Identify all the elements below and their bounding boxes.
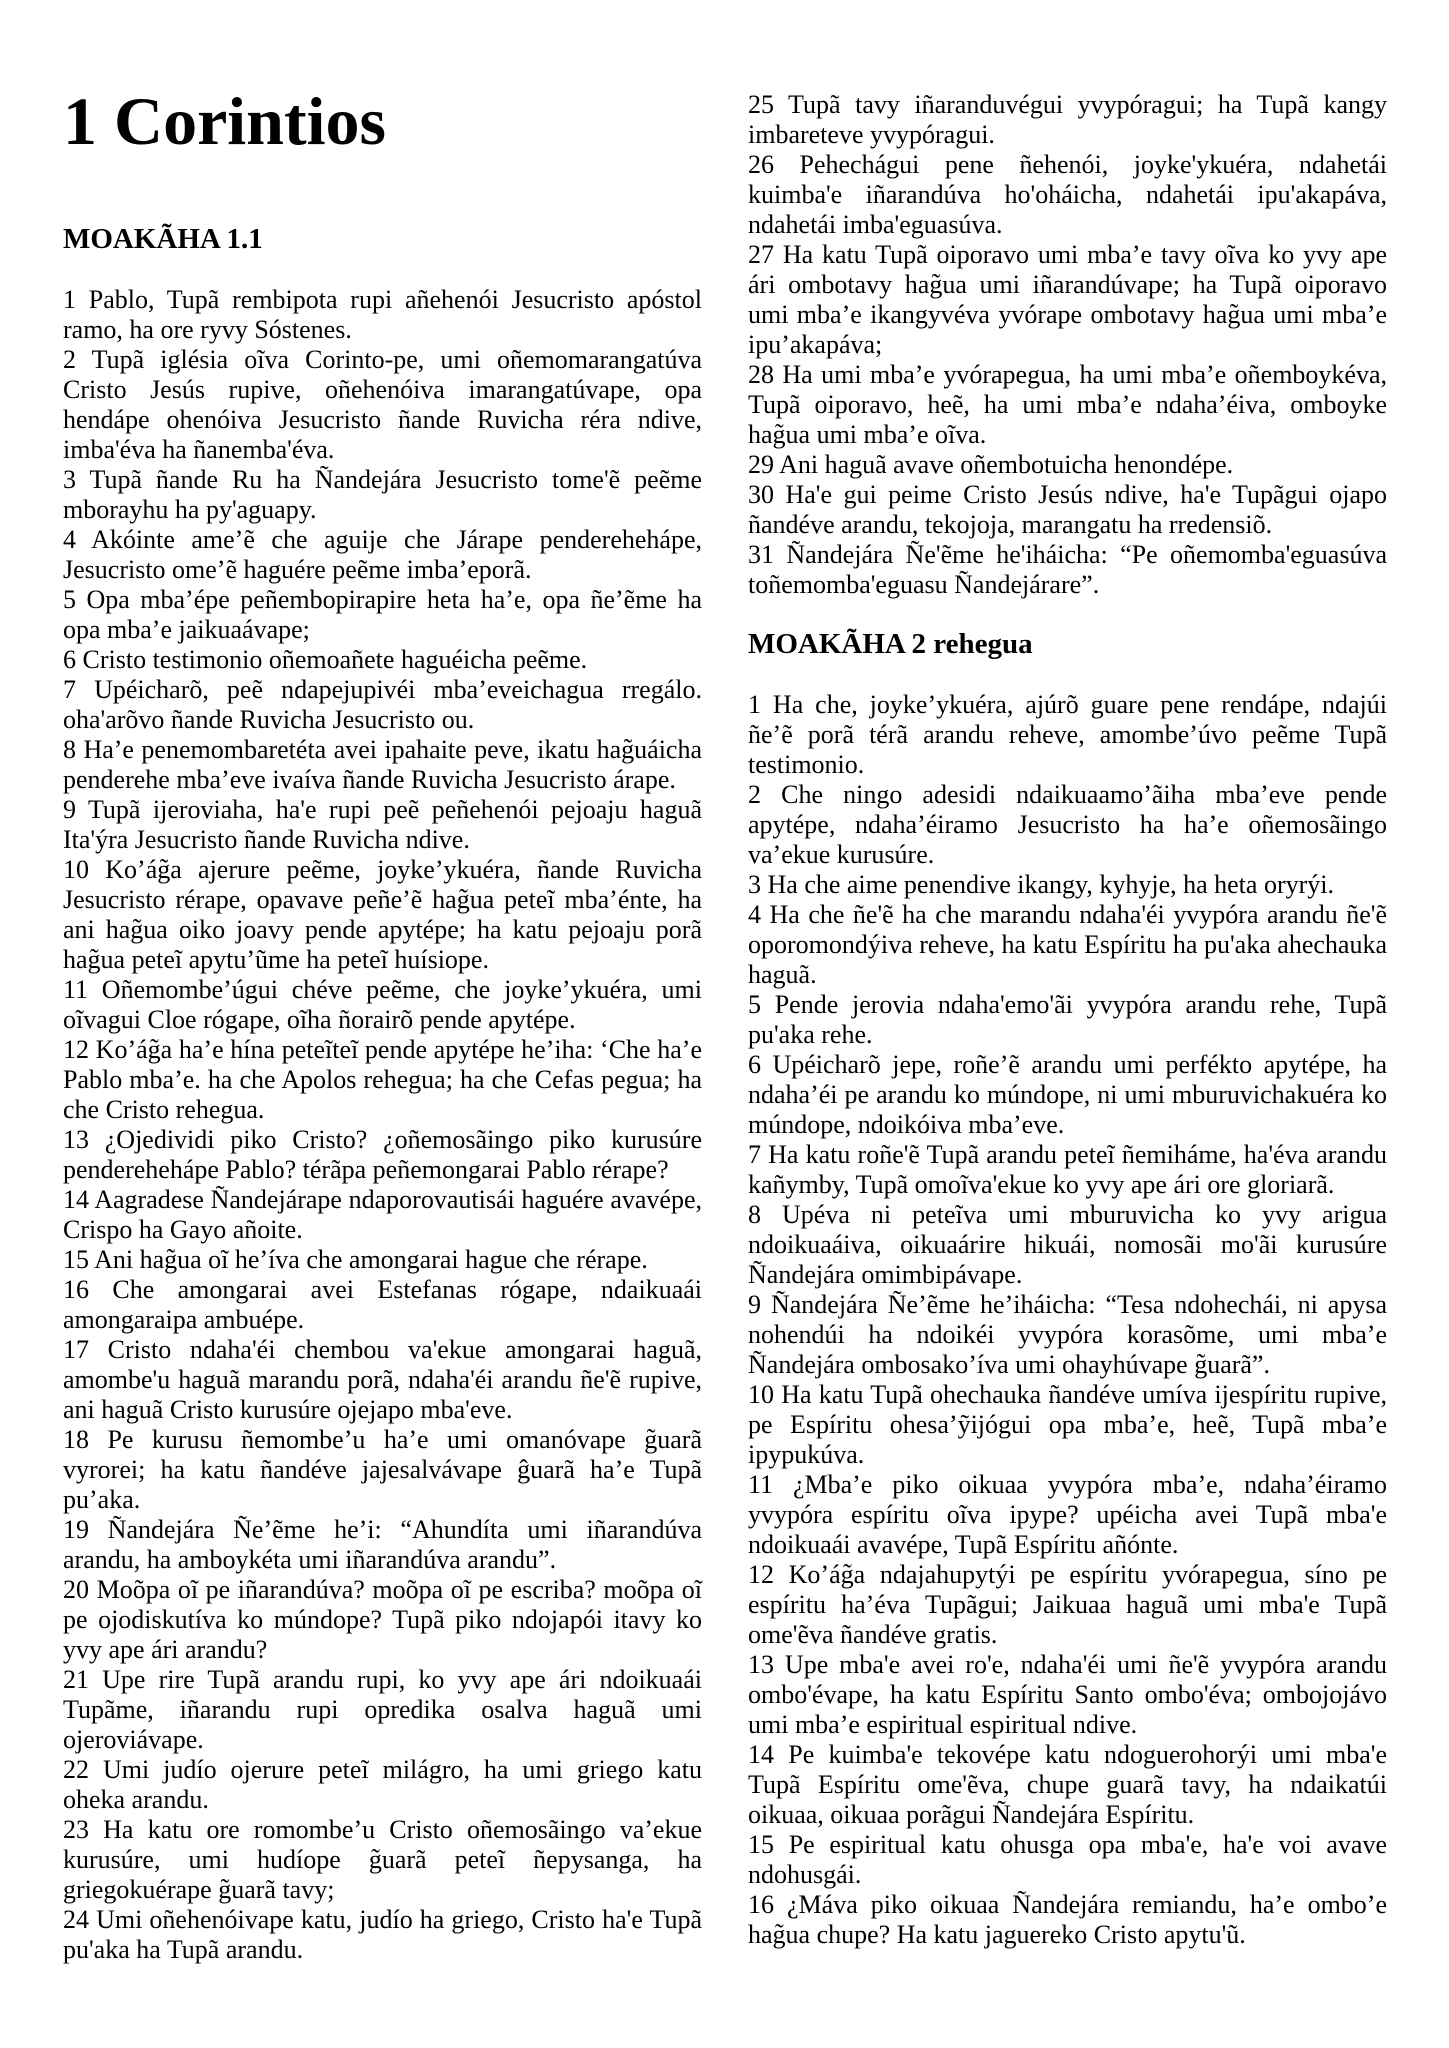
- verse: 10 Ko’ág̃a ajerure peẽme, joyke’ykuéra, ñande Ruvicha Jesucristo rérape, opavave peñe’ẽ hag̃ua peteĩ mba’énte, ha ani hag̃ua oiko joavy pende apytépe; ha katu pejoaju porã hag̃ua peteĩ apytu’ũme ha peteĩ huísiope.: [63, 854, 702, 974]
- verse: 24 Umi oñehenóivape katu, judío ha griego, Cristo ha'e Tupã pu'aka ha Tupã arandu.: [63, 1904, 702, 1964]
- verse: 11 Oñemombe’úgui chéve peẽme, che joyke’ykuéra, umi oĩvagui Cloe rógape, oĩha ñorairõ pende apytépe.: [63, 974, 702, 1034]
- verse: 16 Che amongarai avei Estefanas rógape, ndaikuaái amongaraipa ambuépe.: [63, 1274, 702, 1334]
- left-column: [63, 64, 702, 2048]
- verse: 30 Ha'e gui peime Cristo Jesús ndive, ha'e Tupãgui ojapo ñandéve arandu, tekojoja, marangatu ha rredensiõ.: [748, 480, 1387, 539]
- verse: 28 Ha umi mba’e yvórapegua, ha umi mba’e oñemboykéva, Tupã oiporavo, heẽ, ha umi mba’e ndaha’éiva, omboyke hag̃ua umi mba’e oĩva.: [748, 360, 1387, 449]
- verse: 8 Upéva ni peteĩva umi mburuvicha ko yvy arigua ndoikuaáiva, oikuaárire hikuái, nomosãi mo'ãi kurusúre Ñandejára omimbipávape.: [748, 1200, 1387, 1289]
- verse: 22 Umi judío ojerure peteĩ milágro, ha umi griego katu oheka arandu.: [63, 1754, 702, 1814]
- verse: 14 Pe kuimba'e tekovépe katu ndoguerohorýi umi mba'e Tupã Espíritu ome'ẽva, chupe guarã tavy, ha ndaikatúi oikuaa, oikuaa porãgui Ñandejára Espíritu.: [748, 1740, 1387, 1829]
- verse: 15 Pe espiritual katu ohusga opa mba'e, ha'e voi avave ndohusgái.: [748, 1830, 1387, 1889]
- section-heading-chapter-1: MOAKÃHA 1.1: [63, 222, 263, 255]
- verse: 16 ¿Máva piko oikuaa Ñandejára remiandu, ha’e ombo’e hag̃ua chupe? Ha katu jaguereko Cristo apytu'ũ.: [748, 1890, 1387, 1949]
- verse: 6 Cristo testimonio oñemoañete haguéicha peẽme.: [63, 644, 588, 674]
- verse: 4 Akóinte ame’ẽ che aguije che Járape penderehehápe, Jesucristo ome’ẽ haguére peẽme imba’eporã.: [63, 524, 702, 584]
- verse: 9 Ñandejára Ñe’ẽme he’iháicha: “Tesa ndohechái, ni apysa nohendúi ha ndoikéi yvypóra korasõme, umi mba’e Ñandejára ombosako’íva umi ohayhúvape g̃uarã”.: [748, 1290, 1387, 1379]
- verse: 14 Aagradese Ñandejárape ndaporovautisái haguére avavépe, Crispo ha Gayo añoite.: [63, 1184, 702, 1244]
- verse: 13 Upe mba'e avei ro'e, ndaha'éi umi ñe'ẽ yvypóra arandu ombo'évape, ha katu Espíritu Santo ombo'éva; ombojojávo umi mba’e espiritual espiritual ndive.: [748, 1650, 1387, 1739]
- verse: 11 ¿Mba’e piko oikuaa yvypóra mba’e, ndaha’éiramo yvypóra espíritu oĩva ipype? upéicha avei Tupã mba'e ndoikuaái avavépe, Tupã Espíritu añónte.: [748, 1470, 1387, 1559]
- verse: 2 Che ningo adesidi ndaikuaamo’ãiha mba’eve pende apytépe, ndaha’éiramo Jesucristo ha ha’e oñemosãingo va’ekue kurusúre.: [748, 780, 1387, 869]
- verse: 9 Tupã ijeroviaha, ha'e rupi peẽ peñehenói pejoaju haguã Ita'ýra Jesucristo ñande Ruvicha ndive.: [63, 794, 702, 854]
- verse: 1 Ha che, joyke’ykuéra, ajúrõ guare pene rendápe, ndajúi ñe’ẽ porã térã arandu reheve, amombe’úvo peẽme Tupã testimonio.: [748, 690, 1387, 779]
- book-title: 1 Corintios: [63, 83, 386, 159]
- verse: 25 Tupã tavy iñaranduvégui yvypóragui; ha Tupã kangy imbareteve yvypóragui.: [748, 90, 1387, 149]
- verse: 12 Ko’ág̃a ha’e hína peteĩteĩ pende apytépe he’iha: ‘Che ha’e Pablo mba’e. ha che Apolos rehegua; ha che Cefas pegua; ha che Cristo rehegua.: [63, 1034, 702, 1124]
- verse: 23 Ha katu ore romombe’u Cristo oñemosãingo va’ekue kurusúre, umi hudíope g̃uarã peteĩ ñepysanga, ha griegokuérape g̃uarã tavy;: [63, 1814, 702, 1904]
- verse: 17 Cristo ndaha'éi chembou va'ekue amongarai haguã, amombe'u haguã marandu porã, ndaha'éi arandu ñe'ẽ rupive, ani haguã Cristo kurusúre ojejapo mba'eve.: [63, 1334, 702, 1424]
- verse: 6 Upéicharõ jepe, roñe’ẽ arandu umi perfékto apytépe, ha ndaha’éi pe arandu ko múndope, ni umi mburuvichakuéra ko múndope, ndoikóiva mba’eve.: [748, 1050, 1387, 1139]
- verse: 13 ¿Ojedividi piko Cristo? ¿oñemosãingo piko kurusúre penderehehápe Pablo? térãpa peñemongarai Pablo rérape?: [63, 1124, 702, 1184]
- chapter-2-verses: [748, 690, 1387, 1950]
- verse: 18 Pe kurusu ñemombe’u ha’e umi omanóvape g̃uarã vyrorei; ha katu ñandéve jajesalvávape ĝuarã ha’e Tupã pu’aka.: [63, 1424, 702, 1514]
- verse: 10 Ha katu Tupã ohechauka ñandéve umíva ijespíritu rupive, pe Espíritu ohesa’ỹijógui opa mba’e, heẽ, Tupã mba’e ipypukúva.: [748, 1380, 1387, 1469]
- section-heading-chapter-2: MOAKÃHA 2 rehegua: [748, 628, 1033, 660]
- verse: 29 Ani haguã avave oñembotuicha henondépe.: [748, 450, 1234, 479]
- verse: 7 Upéicharõ, peẽ ndapejupivéi mba’eveichagua rregálo. oha'arõvo ñande Ruvicha Jesucristo ou.: [63, 674, 702, 734]
- verse: 19 Ñandejára Ñe’ẽme he’i: “Ahundíta umi iñarandúva arandu, ha amboykéta umi iñarandúva arandu”.: [63, 1514, 702, 1574]
- verse: 5 Opa mba’épe peñembopirapire heta ha’e, opa ñe’ẽme ha opa mba’e jaikuaávape;: [63, 584, 702, 644]
- verse: 8 Ha’e penemombaretéta avei ipahaite peve, ikatu hag̃uáicha penderehe mba’eve ivaíva ñande Ruvicha Jesucristo árape.: [63, 734, 702, 794]
- verse: 7 Ha katu roñe'ẽ Tupã arandu peteĩ ñemiháme, ha'éva arandu kañymby, Tupã omoĩva'ekue ko yvy ape ári ore gloriarã.: [748, 1140, 1387, 1199]
- verse: 12 Ko’ág̃a ndajahupytýi pe espíritu yvórapegua, síno pe espíritu ha’éva Tupãgui; Jaikuaa haguã umi mba'e Tupã ome'ẽva ñandéve gratis.: [748, 1560, 1387, 1649]
- verse: 4 Ha che ñe'ẽ ha che marandu ndaha'éi yvypóra arandu ñe'ẽ oporomondýiva reheve, ha katu Espíritu ha pu'aka ahechauka haguã.: [748, 900, 1387, 989]
- verse: 20 Moõpa oĩ pe iñarandúva? moõpa oĩ pe escriba? moõpa oĩ pe ojodiskutíva ko múndope? Tupã piko ndojapói itavy ko yvy ape ári arandu?: [63, 1574, 702, 1664]
- verse: 31 Ñandejára Ñe'ẽme he'iháicha: “Pe oñemomba'eguasúva toñemomba'eguasu Ñandejárare”.: [748, 540, 1387, 599]
- chapter-1-verses-continued: [748, 90, 1387, 600]
- verse: 27 Ha katu Tupã oiporavo umi mba’e tavy oĩva ko yvy ape ári ombotavy hag̃ua umi iñarandúvape; ha Tupã oiporavo umi mba’e ikangyvéva yvórape ombotavy hag̃ua umi mba’e ipu’akapáva;: [748, 240, 1387, 359]
- verse: 3 Tupã ñande Ru ha Ñandejára Jesucristo tome'ẽ peẽme mborayhu ha py'aguapy.: [63, 464, 702, 524]
- verse: 21 Upe rire Tupã arandu rupi, ko yvy ape ári ndoikuaái Tupãme, iñarandu rupi opredika osalva haguã umi ojeroviávape.: [63, 1664, 702, 1754]
- verse: 26 Pehechágui pene ñehenói, joyke'ykuéra, ndahetái kuimba'e iñarandúva ho'oháicha, ndahetái ipu'akapáva, ndahetái imba'eguasúva.: [748, 150, 1387, 239]
- verse: 5 Pende jerovia ndaha'emo'ãi yvypóra arandu rehe, Tupã pu'aka rehe.: [748, 990, 1387, 1049]
- verse: 3 Ha che aime penendive ikangy, kyhyje, ha heta oryrýi.: [748, 870, 1334, 899]
- verse: 1 Pablo, Tupã rembipota rupi añehenói Jesucristo apóstol ramo, ha ore ryvy Sóstenes.: [63, 284, 702, 344]
- right-column: [748, 64, 1387, 2048]
- verse: 15 Ani hag̃ua oĩ he’íva che amongarai hague che rérape.: [63, 1244, 648, 1274]
- verse: 2 Tupã iglésia oĩva Corinto-pe, umi oñemomarangatúva Cristo Jesús rupive, oñehenóiva imarangatúvape, opa hendápe ohenóiva Jesucristo ñande Ruvicha réra ndive, imba'éva ha ñanemba'éva.: [63, 344, 702, 464]
- chapter-1-verses: [63, 285, 702, 1965]
